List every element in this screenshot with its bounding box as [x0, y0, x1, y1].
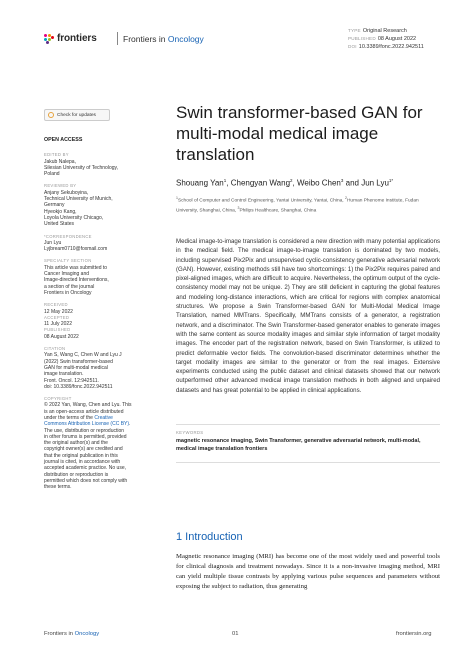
author: Shouang Yan	[176, 178, 224, 188]
keywords-label: KEYWORDS	[176, 430, 204, 435]
article-title: Swin transformer-based GAN for multi-modal medical image translation	[176, 103, 423, 164]
open-access-label: OPEN ACCESS	[44, 137, 83, 143]
published-date-left: 08 August 2022	[44, 333, 79, 340]
specialty-section: This article was submitted to Cancer Imaging and Image-directed Interventions, a section of the journal Frontiers in Oncology	[44, 264, 109, 296]
author: Chengyan Wang	[230, 178, 291, 188]
author: Jun Lyu	[361, 178, 389, 188]
copyright: © 2022 Yan, Wang, Chen and Lyu. This is an open-access article distributed under the terms of the Creative Commons Attribution License (CC BY). The use, distribution or reproduction in other forums is permitted, provided the original author(s) and the copyright owner(s) are credited and that the original publication in this journal is cited, in accordance with accepted academic practice. No use, distribution or reproduction is permitted which does not comply with these terms.	[44, 402, 132, 491]
keywords: magnetic resonance imaging, Swin Transformer, generative adversarial network, multi-modal, medical image translation frontiers	[176, 438, 421, 452]
brand-name: frontiers	[57, 33, 97, 44]
footer-journal[interactable]: Frontiers in Oncology	[44, 631, 100, 637]
frontiers-logo[interactable]	[44, 33, 97, 44]
article-meta: TYPE Original Research PUBLISHED 08 August 2022 DOI 10.3389/fonc.2022.942511	[348, 28, 424, 50]
received-date: 12 May 2022	[44, 308, 73, 315]
section-heading: 1 Introduction	[176, 531, 243, 543]
refresh-icon	[48, 112, 54, 118]
abstract: Medical image-to-image translation is considered a new direction with many potential applications in the medical field. The medical image-to-image translation is dominated by two models, including supervised Pix2Pix and unsupervised cyclic-consistency generative adversarial network (GAN). However, existing methods still have two shortcomings: 1) the Pix2Pix requires paired and pixel-aligned images, which are difficult to acquire. Nevertheless, the optimum output of the cycle-consistency model may not be unique. 2) They are still deficient in capturing the global features and modeling long-distance interactions, which are critical for regions with complex anatomical structures. We propose a Swin Transformer-based GAN for Multi-Modal Medical Image Translation, named MMTrans. Specifically, MMTrans consists of a generator, a registration network, and a discriminator. The Swin Transformer-based generator enables to generate images with the same content as source modality images and similar style information of target modality images. The encoder part of the registration network, based on Swin Transformer, is utilized to predict deformable vector fields. The convolution-based discriminator determines whether the target modality images are similar to the generator or from the real images. Extensive experiments conducted using the public dataset and clinical datasets showed that our network outperformed other advanced medical image translation methods in both aligned and unpaired datasets and has great potential to be applied in clinical applications.	[176, 238, 440, 394]
header-divider	[117, 32, 118, 45]
accepted-date: 11 July 2022	[44, 321, 72, 328]
author-list: Shouang Yan$^1$, Chengyan Wang$^2$, Weibo Chen$^3$ and Jun Lyu$^{1*}$	[176, 178, 394, 188]
cc-by-license-link[interactable]: Creative Commons Attribution License (CC BY)	[44, 414, 130, 428]
correspondence[interactable]: Jun Lyu Lyjbream0710@foxmail.com	[44, 239, 108, 253]
reviewed-by: Anjany Sekuboyina, Technical University of Munich, Germany Hyeokjo Kang, Loyola University Chicago, United States	[44, 189, 113, 228]
page-number: 01	[232, 631, 239, 637]
frontiers-logo-icon	[44, 34, 54, 44]
journal-name[interactable]: Frontiers in Oncology	[123, 34, 204, 44]
check-for-updates-button[interactable]: Check for updates	[44, 109, 110, 121]
divider	[176, 424, 440, 425]
article-info-sidebar: OPEN ACCESS EDITED BY Jakub Nalepa, Silesian University of Technology, Poland REVIEWED BY Anjany Sekuboyina, Technical University of Munich, Germany Hyeokjo Kang, Loyola University Chicago, United States *CORRESPONDENCE Jun Lyu Lyjbream0710@foxmail.com SPECIALTY SECTION This article was submitted to Cancer Imaging and Image-directed Interventions, a section of the journal Frontiers in Oncology RECEIVED 12 May 2022 ACCEPTED 11 July 2022 PUBLISHED 08 August 2022 CITATION Yan S, Wang C, Chen W and Lyu J (2022) Swin transformer-based GAN for multi-modal medical image translation. Front. Oncol. 12:942511. doi: 10.3389/fonc.2022.942511 COPYRIGHT © 2022 Yan, Wang, Chen and Lyu. This is an open-access article distributed under the terms of the Creative Commons Attribution License (CC BY). The use, distribution or reproduction in other forums is permitted, provided the original author(s) and the copyright owner(s) are credited and that the original publication in this journal is cited, in accordance with accepted academic practice. No use, distribution or reproduction is permitted which does not comply with these terms.	[44, 137, 164, 497]
introduction-text: Magnetic resonance imaging (MRI) has become one of the most widely used and powerful tools for clinical diagnosis and treatment nowadays. Since it is a non-invasive imaging method, MRI can yield multiple tissue contrasts by applying various pulse sequences and parameters without exposing the subject to radiation, thus generating	[176, 553, 440, 590]
affiliations: $^1$School of Computer and Control Engineering, Yantai University, Yantai, China, $^2$Human Phenome Institute, Fudan University, Shanghai, China, $^3$Philips Healthcare, Shanghai, China	[176, 196, 419, 214]
citation: Yan S, Wang C, Chen W and Lyu J (2022) Swin transformer-based GAN for multi-modal medical image translation. Front. Oncol. 12:942511. doi: 10.3389/fonc.2022.942511	[44, 352, 122, 390]
published-date: 08 August 2022	[377, 36, 417, 42]
author: Weibo Chen	[296, 178, 341, 188]
article-type: Original Research	[362, 28, 407, 34]
divider	[176, 462, 440, 463]
site-link[interactable]: frontiersin.org	[396, 631, 432, 637]
edited-by: Jakub Nalepa, Silesian University of Technology, Poland	[44, 158, 119, 178]
doi: 10.3389/fonc.2022.942511	[358, 44, 424, 50]
